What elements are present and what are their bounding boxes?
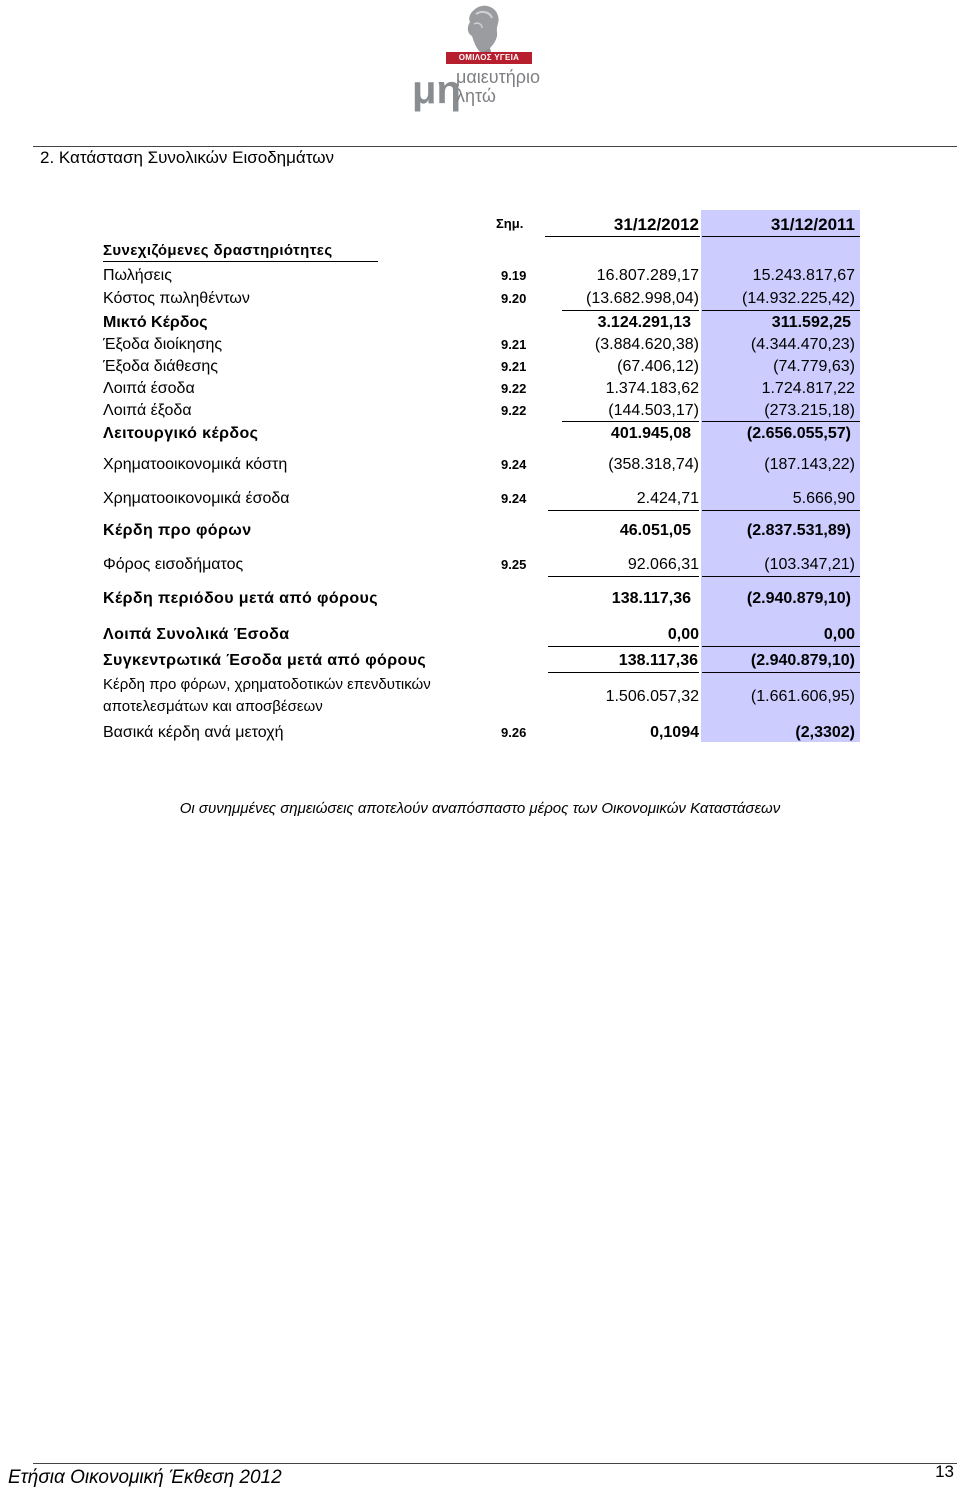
statue-head-icon [452,4,512,56]
row-label: Κέρδη προ φόρων, χρηματοδοτικών επενδυτικών αποτελεσμάτων και αποσβέσεων [103,676,431,715]
table-row [0,334,960,356]
row-value-2012: (358.318,74) [608,456,699,473]
footnote: Οι συνημμένες σημειώσεις αποτελούν αναπόσπαστο μέρος των Οικονομικών Καταστάσεων [179,800,781,817]
row-value-2012: 138.117,36 [611,590,691,607]
row-value-2012: 0,00 [667,626,699,643]
table-row-total [0,624,960,646]
row-label: Λειτουργικό κέρδος [103,425,259,442]
row-value-2011: (74.779,63) [773,358,855,375]
row-label: Λοιπά έξοδα [103,402,192,419]
table-row-total [0,312,960,334]
header-2011: 31/12/2011 [770,215,855,234]
row-note: 9.26 [501,725,527,740]
row-value-2012: 92.066,31 [627,556,699,573]
row-value-2012: 46.051,05 [619,522,691,539]
row-value-2011: (2.837.531,89) [746,522,851,539]
table-row [0,356,960,378]
row-value-2011: (4.344.470,23) [750,336,855,353]
subtotal-underline [702,510,860,511]
row-label: Χρηματοοικονομικά έσοδα [103,490,290,507]
table-row [0,288,960,310]
row-value-2012: 2.424,71 [636,490,699,507]
row-value-2012: 0,1094 [650,724,699,741]
row-value-2011: 311.592,25 [771,314,851,331]
subtotal-underline [562,310,699,311]
table-row [0,488,960,510]
subtotal-underline [702,421,860,422]
row-value-2011: (2.656.055,57) [746,425,851,442]
row-label: Φόρος εισοδήματος [103,556,244,573]
row-note: 9.21 [501,337,527,352]
brand-name [456,68,540,106]
row-value-2011: (273.215,18) [764,402,855,419]
header-2012: 31/12/2012 [613,215,699,234]
row-label: Συγκεντρωτικά Έσοδα μετά από φόρους [103,652,427,669]
row-label: Κέρδη περιόδου μετά από φόρους [103,590,378,607]
row-value-2011: (103.347,21) [764,556,855,573]
subtotal-underline [562,421,699,422]
subtotal-underline [702,646,860,647]
total-underline [702,672,860,673]
row-value-2011: (187.143,22) [764,456,855,473]
row-value-2012: 1.374.183,62 [605,380,699,397]
row-value-2011: (2.940.879,10) [746,590,851,607]
bottom-rule [33,1463,957,1464]
row-value-2011: (14.932.225,42) [742,290,855,307]
brand-name-line2: λητώ [456,86,496,106]
row-value-2012: (13.682.998,04) [586,290,699,307]
row-note: 9.22 [501,381,527,396]
row-label: Έξοδα διοίκησης [103,336,223,353]
row-value-2012: (67.406,12) [617,358,699,375]
table-row-total [0,588,960,610]
row-label: Χρηματοοικονομικά κόστη [103,456,288,473]
row-value-2011: (1.661.606,95) [750,688,855,705]
table-row [0,554,960,576]
table-row [0,265,960,287]
row-note: 9.21 [501,359,527,374]
row-label: Βασικά κέρδη ανά μετοχή [103,724,284,741]
brand-mark: μη [412,68,461,112]
row-note: 9.25 [501,557,527,572]
table-row-total [0,520,960,542]
table-row [0,674,960,720]
subtotal-underline [548,576,699,577]
table-row-total [0,423,960,445]
table-row [0,400,960,422]
header-2012-underline [545,236,700,237]
table-row [0,454,960,476]
row-label: Λοιπά Συνολικά Έσοδα [103,626,290,643]
row-value-2012: 138.117,36 [618,652,698,669]
row-label: Κέρδη προ φόρων [103,522,252,539]
row-label: Μικτό Κέρδος [103,314,208,331]
subtotal-underline [548,646,699,647]
row-note: 9.22 [501,403,527,418]
row-note: 9.24 [501,491,527,506]
row-value-2012: 3.124.291,13 [597,314,691,331]
row-value-2011: (2.940.879,10) [750,652,855,669]
total-underline [548,672,699,673]
group-heading-underline [103,261,378,262]
row-value-2011: 5.666,90 [792,490,855,507]
brand-name-line1: μαιευτήριο [456,67,541,87]
row-value-2012: (3.884.620,38) [594,336,699,353]
row-value-2011: 0,00 [823,626,855,643]
row-label: Έξοδα διάθεσης [103,358,219,375]
section-title: 2. Κατάσταση Συνολικών Εισοδημάτων [40,148,334,167]
header-note: Σημ. [496,216,524,231]
row-value-2012: 16.807.289,17 [596,267,699,284]
table-row [0,722,960,744]
header-2011-underline [702,236,860,237]
row-value-2011: 15.243.817,67 [752,267,855,284]
subtotal-underline [702,576,860,577]
row-note: 9.24 [501,457,527,472]
row-value-2012: (144.503,17) [608,402,699,419]
page-number: 13 [935,1462,954,1481]
subtotal-underline [548,510,699,511]
group-heading-row [0,240,960,262]
table-row-total [0,650,960,672]
row-label: Κόστος πωληθέντων [103,290,250,307]
row-note: 9.19 [501,268,527,283]
row-value-2011: (2,3302) [795,724,855,741]
row-label: Πωλήσεις [103,267,172,284]
group-label: ΟΜΙΛΟΣ ΥΓΕΙΑ [446,52,532,64]
row-value-2012: 1.506.057,32 [605,688,699,705]
group-heading: Συνεχιζόμενες δραστηριότητες [103,242,333,259]
row-value-2011: 1.724.817,22 [761,380,855,397]
table-row [0,378,960,400]
footer-title: Ετήσια Οικονομική Έκθεση 2012 [8,1467,282,1488]
row-label: Λοιπά έσοδα [103,380,195,397]
subtotal-underline [702,310,860,311]
row-value-2012: 401.945,08 [610,425,691,442]
row-note: 9.20 [501,291,527,306]
